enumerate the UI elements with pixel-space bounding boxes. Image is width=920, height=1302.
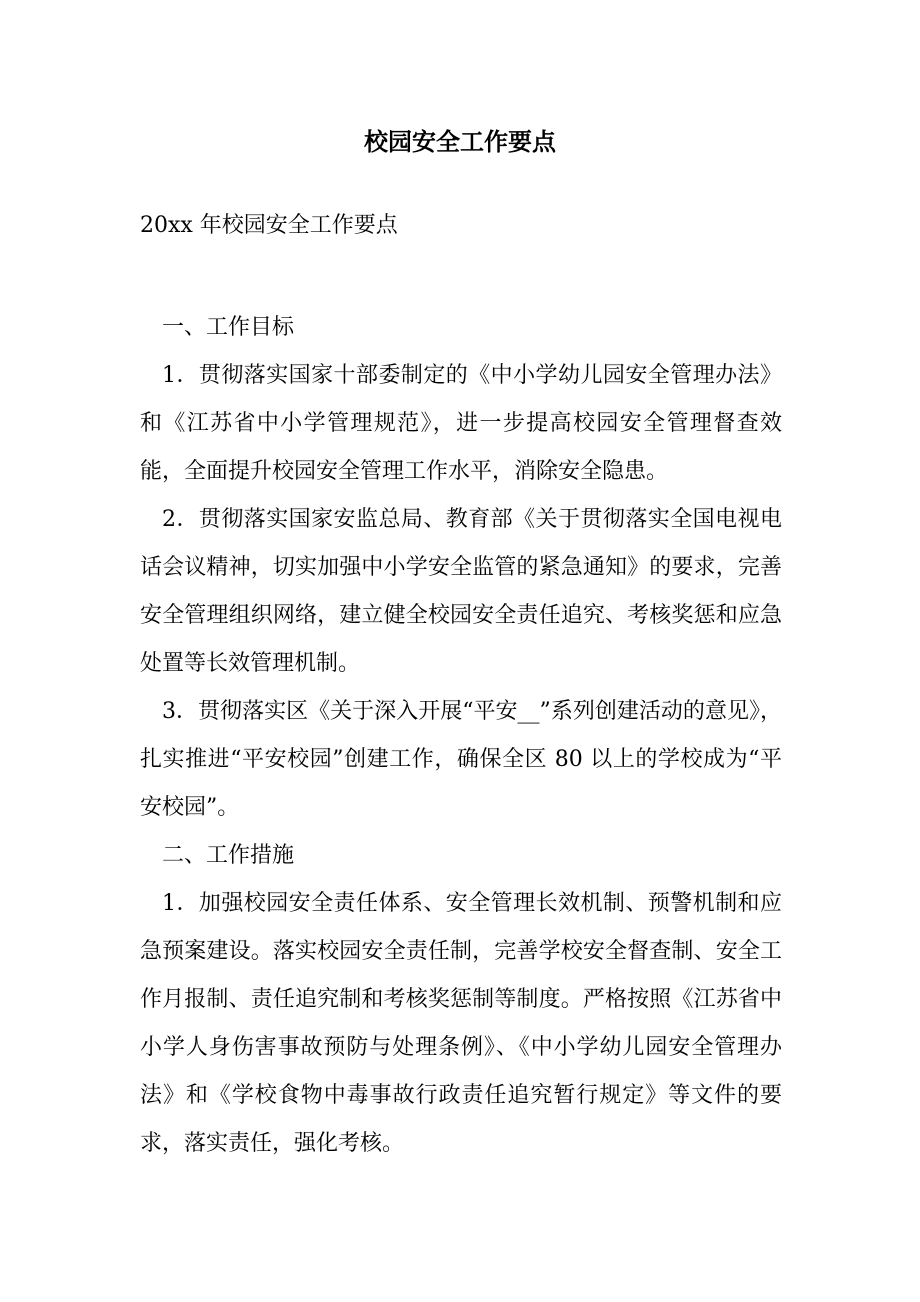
paragraph-goal-2: 2．贯彻落实国家安监总局、教育部《关于贯彻落实全国电视电话会议精神，切实加强中小学安全监管的紧急通知》的要求，完善安全管理组织网络，建立健全校园安全责任追究、考核奖惩和应急处置等长效管理机制。 xyxy=(140,507,782,676)
paragraph-measure-1: 1．加强校园安全责任体系、安全管理长效机制、预警机制和应急预案建设。落实校园安全责任制，完善学校安全督查制、安全工作月报制、责任追究制和考核奖惩制等制度。严格按照《江苏省中小学人身伤害事故预防与处理条例》、《中小学幼儿园安全管理办法》和《学校食物中毒事故行政责任追究暂行规定》等文件的要求，落实责任，强化考核。 xyxy=(140,891,782,1156)
document-title: 校园安全工作要点 xyxy=(364,127,556,156)
paragraph-goal-3: 3．贯彻落实区《关于深入开展“平安__”系列创建活动的意见》，扎实推进“平安校园”创建工作，确保全区 80 以上的学校成为“平安校园”。 xyxy=(140,699,782,820)
document-subtitle: 20xx 年校园安全工作要点 xyxy=(140,213,398,238)
paragraph-goal-1: 1．贯彻落实国家十部委制定的《中小学幼儿园安全管理办法》和《江苏省中小学管理规范》，进一步提高校园安全管理督查效能，全面提升校园安全管理工作水平，消除安全隐患。 xyxy=(140,363,782,484)
section-heading-measures: 二、工作措施 xyxy=(162,843,295,868)
document-body xyxy=(140,304,782,1168)
section-heading-goals: 一、工作目标 xyxy=(162,315,295,340)
